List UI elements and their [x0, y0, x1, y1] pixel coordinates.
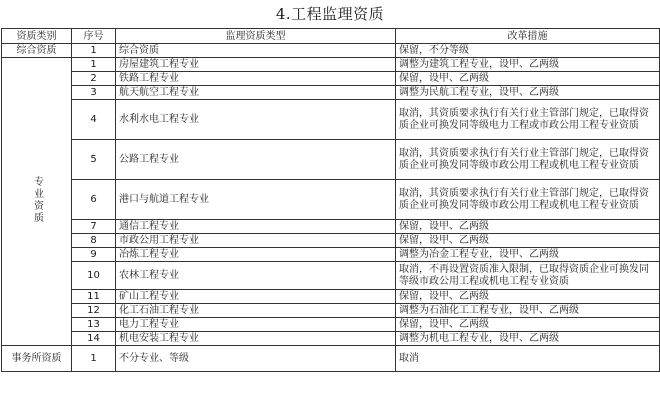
type-cell: 矿山工程专业 [116, 290, 396, 304]
type-cell: 航天航空工程专业 [116, 86, 396, 100]
table-row [2, 100, 660, 140]
number-cell: 1 [72, 346, 116, 372]
type-cell: 机电安装工程专业 [116, 332, 396, 346]
category-label: 专业资质 [31, 175, 43, 224]
table-row [2, 262, 660, 290]
header-measure: 改革措施 [396, 29, 660, 44]
type-cell: 公路工程专业 [116, 140, 396, 180]
type-cell: 农林工程专业 [116, 262, 396, 290]
number-cell: 5 [72, 140, 116, 180]
measure-cell: 保留，设甲、乙两级 [396, 220, 660, 234]
table-row [2, 318, 660, 332]
measure-cell: 调整为冶金工程专业，设甲、乙两级 [396, 248, 660, 262]
type-cell: 市政公用工程专业 [116, 234, 396, 248]
type-cell: 冶炼工程专业 [116, 248, 396, 262]
type-cell: 通信工程专业 [116, 220, 396, 234]
table-row [2, 248, 660, 262]
category-cell: 综合资质 [2, 44, 72, 58]
table-row [2, 72, 660, 86]
measure-cell: 取消 [396, 346, 660, 372]
number-cell: 10 [72, 262, 116, 290]
measure-cell: 保留，不分等级 [396, 44, 660, 58]
table-row [2, 140, 660, 180]
measure-cell: 保留，设甲、乙两级 [396, 318, 660, 332]
measure-cell: 调整为建筑工程专业，设甲、乙两级 [396, 58, 660, 72]
header-type: 监理资质类型 [116, 29, 396, 44]
table-row [2, 58, 660, 72]
table-row [2, 304, 660, 318]
number-cell: 11 [72, 290, 116, 304]
table-row [2, 220, 660, 234]
measure-cell: 取消，其资质要求执行有关行业主管部门规定，已取得资质企业可换发同等级电力工程或市政公用工程专业资质 [396, 100, 660, 140]
table-row [2, 86, 660, 100]
table-header-row [2, 29, 660, 44]
number-cell: 4 [72, 100, 116, 140]
number-cell: 13 [72, 318, 116, 332]
number-cell: 1 [72, 58, 116, 72]
measure-cell: 调整为机电工程专业，设甲、乙两级 [396, 332, 660, 346]
table-row [2, 290, 660, 304]
number-cell: 6 [72, 180, 116, 220]
number-cell: 8 [72, 234, 116, 248]
measure-cell: 调整为民航工程专业，设甲、乙两级 [396, 86, 660, 100]
number-cell: 12 [72, 304, 116, 318]
table-row [2, 234, 660, 248]
page-title: 4.工程监理资质 [275, 5, 385, 23]
measure-cell: 保留，设甲、乙两级 [396, 234, 660, 248]
measure-cell: 取消，其资质要求执行有关行业主管部门规定，已取得资质企业可换发同等级市政公用工程或机电工程专业资质 [396, 180, 660, 220]
type-cell: 不分专业、等级 [116, 346, 396, 372]
category-cell-specialty [2, 58, 72, 346]
measure-cell: 保留，设甲、乙两级 [396, 290, 660, 304]
measure-cell: 调整为石油化工工程专业，设甲、乙两级 [396, 304, 660, 318]
header-number: 序号 [72, 29, 116, 44]
table-row [2, 332, 660, 346]
number-cell: 9 [72, 248, 116, 262]
type-cell: 化工石油工程专业 [116, 304, 396, 318]
type-cell: 港口与航道工程专业 [116, 180, 396, 220]
measure-cell: 取消，其资质要求执行有关行业主管部门规定，已取得资质企业可换发同等级市政公用工程或机电工程专业资质 [396, 140, 660, 180]
type-cell: 电力工程专业 [116, 318, 396, 332]
header-category: 资质类别 [2, 29, 72, 44]
number-cell: 3 [72, 86, 116, 100]
number-cell: 14 [72, 332, 116, 346]
type-cell: 水利水电工程专业 [116, 100, 396, 140]
table-row [2, 346, 660, 372]
type-cell: 铁路工程专业 [116, 72, 396, 86]
number-cell: 1 [72, 44, 116, 58]
type-cell: 房屋建筑工程专业 [116, 58, 396, 72]
type-cell: 综合资质 [116, 44, 396, 58]
table-row [2, 180, 660, 220]
table-row [2, 44, 660, 58]
number-cell: 7 [72, 220, 116, 234]
measure-cell: 取消，不再设置资质准入限制，已取得资质企业可换发同等级市政公用工程或机电工程专业资质 [396, 262, 660, 290]
category-cell: 事务所资质 [2, 346, 72, 372]
supervision-qualification-table [1, 28, 660, 372]
number-cell: 2 [72, 72, 116, 86]
measure-cell: 保留，设甲、乙两级 [396, 72, 660, 86]
